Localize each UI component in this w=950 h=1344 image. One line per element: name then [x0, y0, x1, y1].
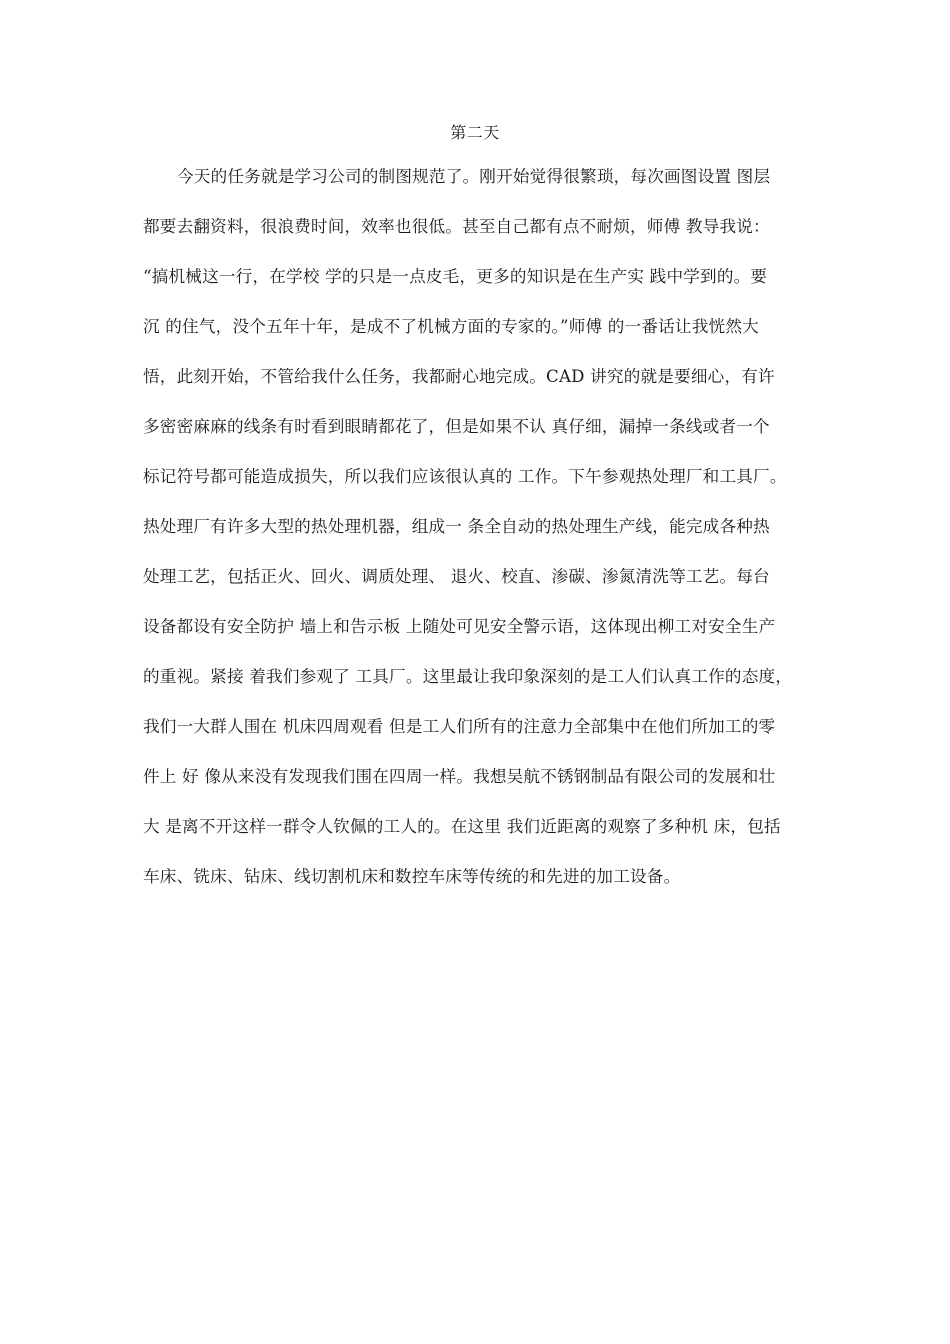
paragraph-line: 悟，此刻开始，不管给我什么任务，我都耐心地完成。CAD 讲究的就是要细心，有许	[143, 367, 775, 386]
body-text	[143, 166, 823, 916]
paragraph-line: 设备都设有安全防护 墙上和告示板 上随处可见安全警示语，这体现出柳工对安全生产	[143, 617, 776, 636]
paragraph-line: “搞机械这一行，在学校 学的只是一点皮毛，更多的知识是在生产实 践中学到的。要	[143, 267, 768, 286]
paragraph-line: 处理工艺，包括正火、回火、调质处理、 退火、校直、渗碳、渗氮清洗等工艺。每台	[143, 567, 770, 586]
paragraph-line: 车床、铣床、钻床、线切割机床和数控车床等传统的和先进的加工设备。	[143, 867, 681, 886]
paragraph-line: 多密密麻麻的线条有时看到眼睛都花了，但是如果不认 真仔细，漏掉一条线或者一个	[143, 417, 770, 436]
paragraph-line: 热处理厂有许多大型的热处理机器，组成一 条全自动的热处理生产线，能完成各种热	[143, 517, 770, 536]
paragraph-line: 今天的任务就是学习公司的制图规范了。刚开始觉得很繁琐，每次画图设置 图层	[177, 167, 771, 186]
paragraph-line: 我们一大群人围在 机床四周观看 但是工人们所有的注意力全部集中在他们所加工的零	[143, 717, 776, 736]
paragraph-line: 都要去翻资料，很浪费时间，效率也很低。甚至自己都有点不耐烦，师傅 教导我说：	[143, 217, 770, 236]
paragraph-line: 的重视。紧接 着我们参观了 工具厂。这里最让我印象深刻的是工人们认真工作的态度，	[143, 667, 793, 686]
paragraph-line: 大 是离不开这样一群令人钦佩的工人的。在这里 我们近距离的观察了多种机 床，包括	[143, 817, 781, 836]
paragraph-line: 沉 的住气，没个五年十年，是成不了机械方面的专家的。”师傅 的一番话让我恍然大	[143, 317, 759, 336]
paragraph-line: 件上 好 像从来没有发现我们围在四周一样。我想吴航不锈钢制品有限公司的发展和壮	[143, 767, 776, 786]
page-title: 第二天	[450, 123, 500, 142]
paragraph-line: 标记符号都可能造成损失，所以我们应该很认真的 工作。下午参观热处理厂和工具厂。	[143, 467, 787, 486]
